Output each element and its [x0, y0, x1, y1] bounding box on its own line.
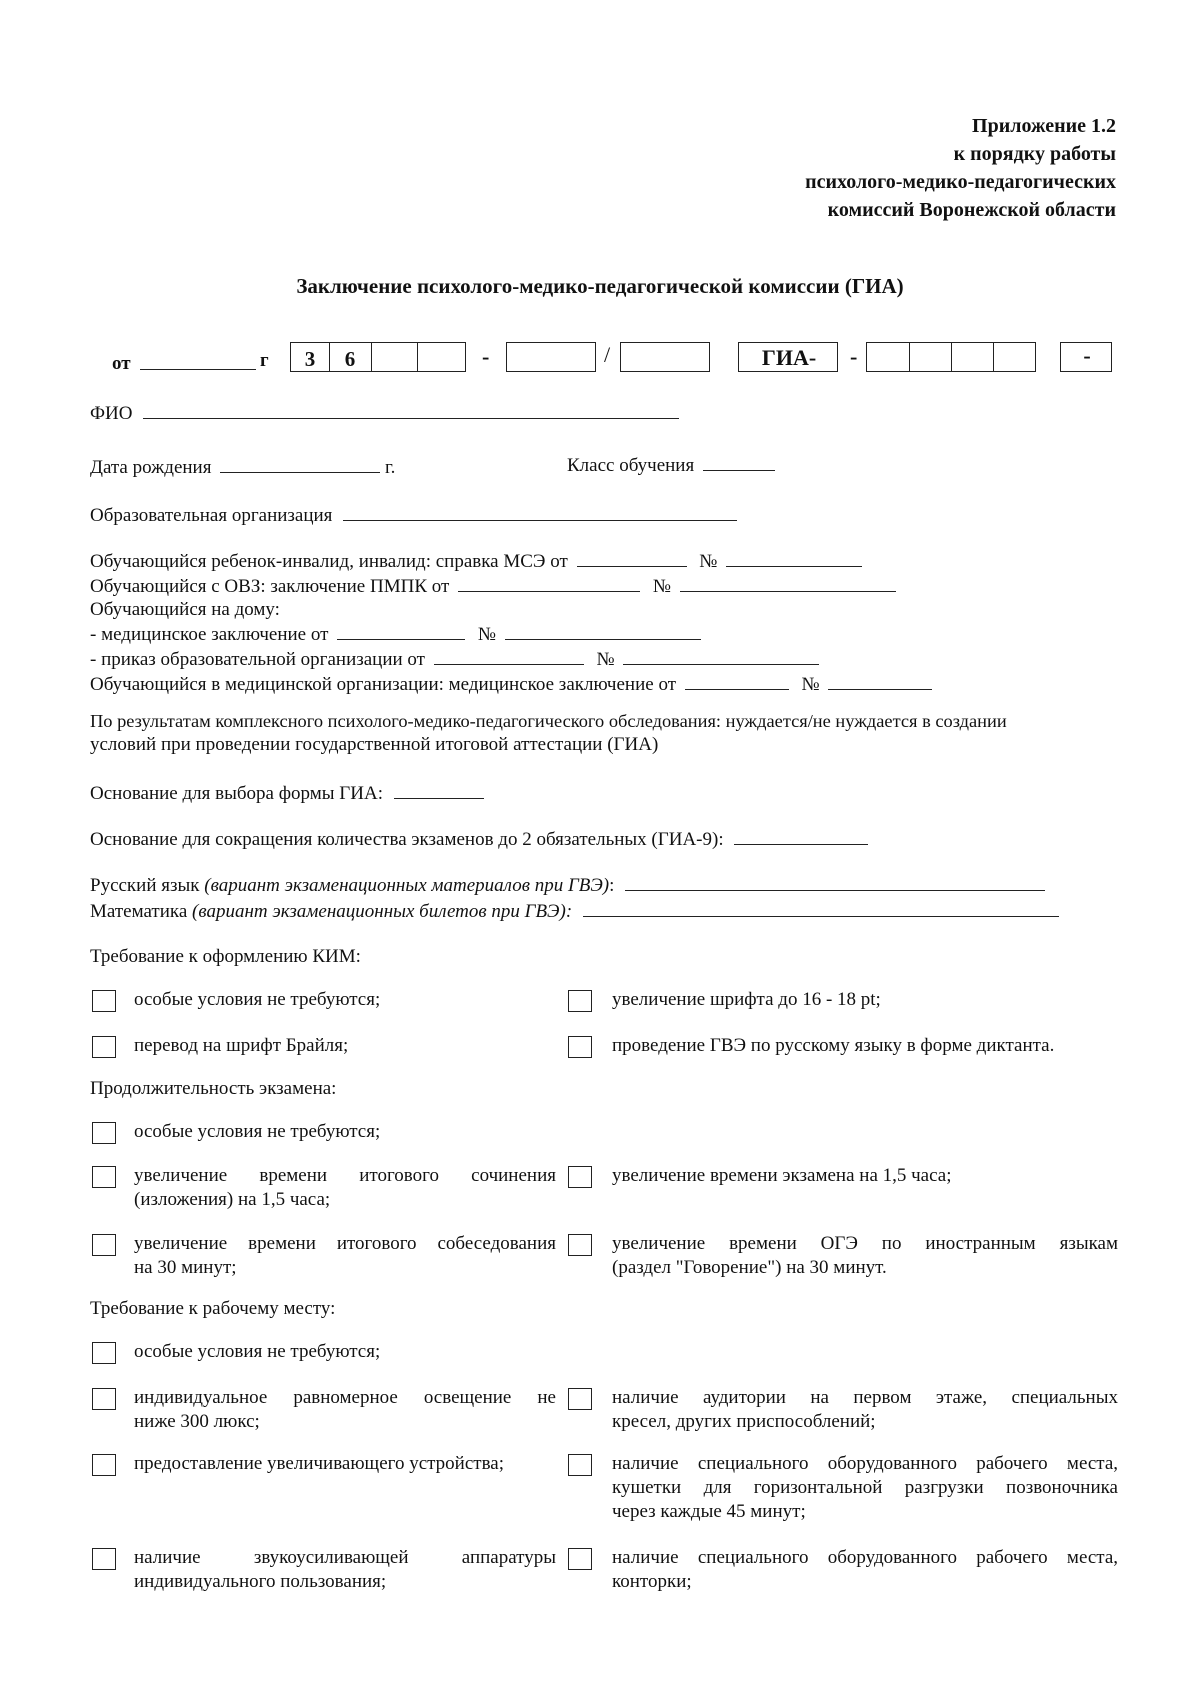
kim-option-1: особые условия не требуются; [134, 989, 381, 1010]
workplace-option-1: особые условия не требуются; [134, 1341, 381, 1362]
med-conclusion-label: - медицинское заключение от [90, 624, 329, 645]
workplace-option-7-line-1: наличие специального оборудованного рабочего места, [612, 1547, 1118, 1568]
workplace-option-3-line-1: наличие аудитории на первом этаже, специальных [612, 1387, 1118, 1408]
results-line-1: По результатам комплексного психолого-медико-педагогического обследования: нуждается/не нуждается в создании [90, 711, 1007, 731]
duration-option-4-line-1: увеличение времени итогового собеседования [134, 1233, 556, 1254]
disabled-date-field[interactable] [577, 548, 687, 567]
med-conclusion-number-field[interactable] [505, 621, 701, 640]
duration-option-5 [612, 1232, 1118, 1280]
disabled-label: Обучающийся ребенок-инвалид, инвалид: справка МСЭ от [90, 551, 568, 572]
fio-label: ФИО [90, 403, 133, 424]
ovz-label: Обучающийся с ОВЗ: заключение ПМПК от [90, 576, 450, 597]
workplace-option-3-line-2: кресел, других приспособлений; [612, 1411, 876, 1432]
birth-date-row [90, 454, 395, 479]
med-org-date-field[interactable] [685, 671, 789, 690]
workplace-checkbox-6[interactable] [92, 1548, 116, 1570]
dash-2: - [850, 344, 858, 369]
duration-option-1: особые условия не требуются; [134, 1121, 381, 1142]
region-digit-1: 3 [304, 347, 316, 371]
results-paragraph [90, 710, 1118, 756]
workplace-option-3 [612, 1386, 1118, 1434]
class-label: Класс обучения [567, 455, 695, 476]
med-org-number-field[interactable] [828, 671, 932, 690]
home-row: Обучающийся на дому: [90, 599, 280, 620]
duration-option-5-line-1: увеличение времени ОГЭ по иностранным языкам [612, 1233, 1118, 1254]
number-box-3[interactable] [866, 342, 1036, 372]
fio-row [90, 400, 679, 425]
russian-colon: : [609, 875, 615, 896]
kim-option-3: перевод на шрифт Брайля; [134, 1035, 349, 1056]
workplace-option-7-line-2: конторки; [612, 1571, 692, 1592]
appendix-line-2: к порядку работы [953, 143, 1116, 165]
workplace-option-6-line-1: наличие звукоусиливающей аппаратуры [134, 1547, 556, 1568]
basis-reduce-field[interactable] [734, 826, 868, 845]
duration-option-2-line-2: (изложения) на 1,5 часа; [134, 1189, 331, 1210]
med-conclusion-date-field[interactable] [337, 621, 465, 640]
workplace-option-4: предоставление увеличивающего устройства; [134, 1453, 504, 1474]
workplace-option-5-line-3: через каждые 45 минут; [612, 1501, 806, 1522]
ovz-date-field[interactable] [458, 573, 640, 592]
order-label: - приказ образовательной организации от [90, 649, 425, 670]
med-org-label: Обучающийся в медицинской организации: медицинское заключение от [90, 674, 676, 695]
duration-option-5-line-2: (раздел "Говорение") на 30 минут. [612, 1257, 887, 1278]
duration-checkbox-3[interactable] [568, 1166, 592, 1188]
suffix-box[interactable] [1060, 342, 1112, 372]
number-box-2[interactable] [620, 342, 710, 372]
ovz-row [90, 573, 932, 598]
duration-option-4 [134, 1232, 556, 1280]
organization-row [90, 502, 737, 527]
duration-checkbox-2[interactable] [92, 1166, 116, 1188]
disabled-number-field[interactable] [726, 548, 862, 567]
dash-3: - [1083, 343, 1091, 368]
order-date-field[interactable] [434, 646, 584, 665]
basis-form-label: Основание для выбора формы ГИА: [90, 783, 383, 804]
workplace-option-5-line-1: наличие специального оборудованного рабочего места, [612, 1453, 1118, 1474]
gia-label: ГИА- [761, 345, 817, 370]
kim-option-4: проведение ГВЭ по русскому языку в форме диктанта. [612, 1035, 1055, 1056]
basis-form-row [90, 780, 484, 805]
ovz-number-sign: № [652, 576, 671, 597]
slash: / [604, 342, 611, 367]
duration-option-4-line-2: на 30 минут; [134, 1257, 237, 1278]
workplace-checkbox-4[interactable] [92, 1454, 116, 1476]
duration-option-2 [134, 1164, 556, 1212]
duration-checkbox-5[interactable] [568, 1234, 592, 1256]
workplace-checkbox-5[interactable] [568, 1454, 592, 1476]
birth-date-field[interactable] [220, 454, 380, 473]
duration-checkbox-4[interactable] [92, 1234, 116, 1256]
ot-label: от [112, 353, 131, 374]
workplace-option-5-line-2: кушетки для горизонтальной разгрузки позвоночника [612, 1477, 1118, 1498]
workplace-heading: Требование к рабочему месту: [90, 1298, 336, 1319]
birth-date-suffix: г. [384, 457, 396, 478]
ovz-number-field[interactable] [680, 573, 896, 592]
med-org-number-sign: № [801, 674, 820, 695]
region-digit-2: 6 [344, 347, 356, 371]
math-label: Математика [90, 901, 188, 922]
status-block [90, 548, 932, 696]
organization-label: Образовательная организация [90, 505, 333, 526]
workplace-option-2-line-2: ниже 300 люкс; [134, 1411, 260, 1432]
russian-row [90, 872, 1045, 897]
order-number-field[interactable] [623, 646, 819, 665]
basis-reduce-row [90, 826, 868, 851]
document-title: Заключение психолого-медико-педагогической комиссии (ГИА) [296, 274, 904, 298]
russian-label: Русский язык [90, 875, 200, 896]
dash-1: - [482, 344, 490, 369]
kim-heading: Требование к оформлению КИМ: [90, 946, 361, 967]
kim-option-2: увеличение шрифта до 16 - 18 pt; [612, 989, 881, 1010]
birth-date-label: Дата рождения [90, 457, 212, 478]
workplace-option-5 [612, 1452, 1118, 1524]
order-number-sign: № [596, 649, 615, 670]
workplace-option-2-line-1: индивидуальное равномерное освещение не [134, 1387, 556, 1408]
workplace-option-7 [612, 1546, 1118, 1594]
results-line-2: условий при проведении государственной итоговой аттестации (ГИА) [90, 734, 659, 755]
math-row [90, 898, 1059, 923]
duration-heading: Продолжительность экзамена: [90, 1078, 337, 1099]
workplace-option-6-line-2: индивидуального пользования; [134, 1571, 387, 1592]
basis-form-field[interactable] [394, 780, 484, 799]
workplace-option-2 [134, 1386, 556, 1434]
organization-field[interactable] [343, 502, 737, 521]
basis-reduce-label: Основание для сокращения количества экзаменов до 2 обязательных (ГИА-9): [90, 829, 724, 850]
duration-option-2-line-1: увеличение времени итогового сочинения [134, 1165, 556, 1186]
kim-checkbox-4[interactable] [568, 1036, 592, 1058]
duration-checkbox-1[interactable] [92, 1122, 116, 1144]
kim-checkbox-2[interactable] [568, 990, 592, 1012]
workplace-checkbox-1[interactable] [92, 1342, 116, 1364]
workplace-checkbox-3[interactable] [568, 1388, 592, 1410]
appendix-line-4: комиссий Воронежской области [827, 199, 1116, 221]
appendix-line-1: Приложение 1.2 [972, 115, 1116, 137]
med-org-row [90, 671, 932, 696]
appendix-line-3: психолого-медико-педагогических [805, 171, 1116, 193]
workplace-checkbox-7[interactable] [568, 1548, 592, 1570]
order-row [90, 646, 932, 671]
document-number-row [0, 336, 1200, 376]
fio-field[interactable] [143, 400, 679, 419]
duration-option-3: увеличение времени экзамена на 1,5 часа; [612, 1165, 952, 1186]
med-conclusion-row [90, 621, 932, 646]
math-note: (вариант экзаменационных билетов при ГВЭ): [192, 901, 573, 922]
gia-box [738, 342, 838, 372]
math-field[interactable] [583, 898, 1059, 917]
number-box-1[interactable] [506, 342, 596, 372]
year-suffix: г [260, 350, 269, 371]
appendix-header [616, 112, 1116, 224]
disabled-number-sign: № [699, 551, 718, 572]
class-field[interactable] [703, 452, 775, 471]
russian-note: (вариант экзаменационных материалов при ГВЭ) [204, 875, 610, 896]
kim-checkbox-1[interactable] [92, 990, 116, 1012]
date-field[interactable] [140, 351, 256, 370]
class-row [567, 452, 775, 477]
region-code-box[interactable] [290, 342, 466, 372]
russian-field[interactable] [625, 872, 1045, 891]
disabled-row [90, 548, 932, 573]
workplace-checkbox-2[interactable] [92, 1388, 116, 1410]
kim-checkbox-3[interactable] [92, 1036, 116, 1058]
workplace-option-6 [134, 1546, 556, 1594]
med-conclusion-number-sign: № [477, 624, 497, 645]
